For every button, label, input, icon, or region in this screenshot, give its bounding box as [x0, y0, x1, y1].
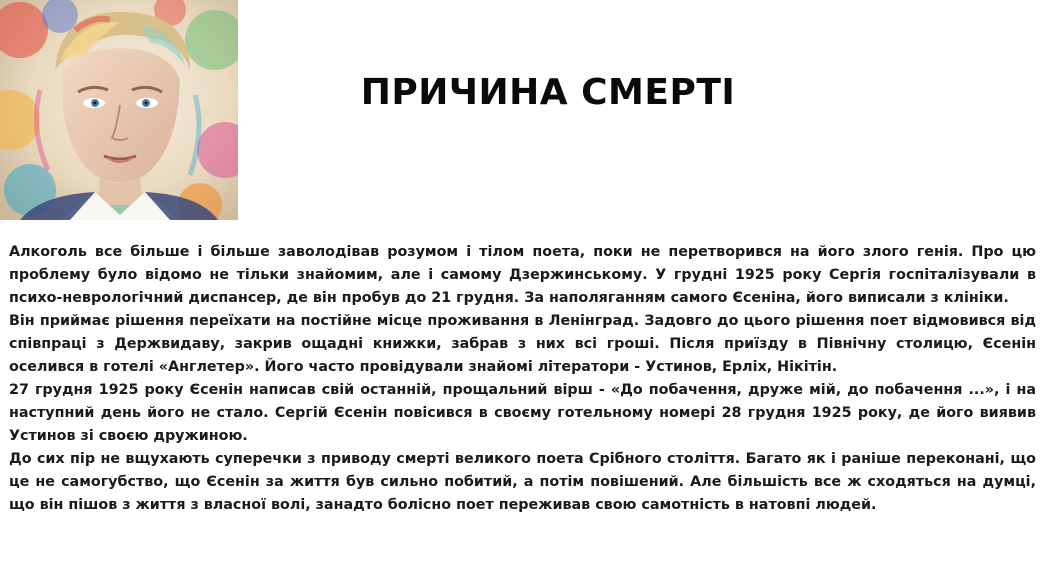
- paragraph: Алкоголь все більше і більше заволодівав розумом і тілом поета, поки не перетворився на його злого генія. Про цю проблему було відомо не тільки знайомим, але і самому Дзержинському. У грудні 1925 року Сергія госпіталізували в психо-неврологічний диспансер, де він пробув до 21 грудня. За наполяганням самого Єсеніна, його виписали з клініки.: [9, 244, 1036, 306]
- paragraph: 27 грудня 1925 року Єсенін написав свій останній, прощальний вірш - «До побачення, друже мій, до побачення ...», і на наступний день його не стало. Сергій Єсенін повісився в своєму готельному номері 28 грудня 1925 року, де його виявив Устинов зі своєю дружиною.: [9, 382, 1036, 444]
- paragraph: Він приймає рішення переїхати на постійне місце проживання в Ленінград. Задовго до цього рішення поет відмовився від співпраці з Держвидаву, закрив ощадні книжки, забрав з них всі гроші. Після приїзду в Північну столицю, Єсенін оселився в готелі «Англетер». Його часто провідували знайомі літератори - Устинов, Ерліх, Нікітін.: [9, 313, 1036, 375]
- paragraph: До сих пір не вщухають суперечки з приводу смерті великого поета Срібного століття. Багато як і раніше переконані, що це не самогубство, що Єсенін за життя був сильно побитий, а потім повішений. Але більшість все ж сходяться на думці, що він пішов з життя з власної волі, занадто болісно поет переживав свою самотність в натовпі людей.: [9, 451, 1036, 513]
- article-body: [9, 241, 1036, 517]
- poet-portrait-image: [0, 0, 238, 220]
- page-title: ПРИЧИНА СМЕРТІ: [360, 72, 736, 113]
